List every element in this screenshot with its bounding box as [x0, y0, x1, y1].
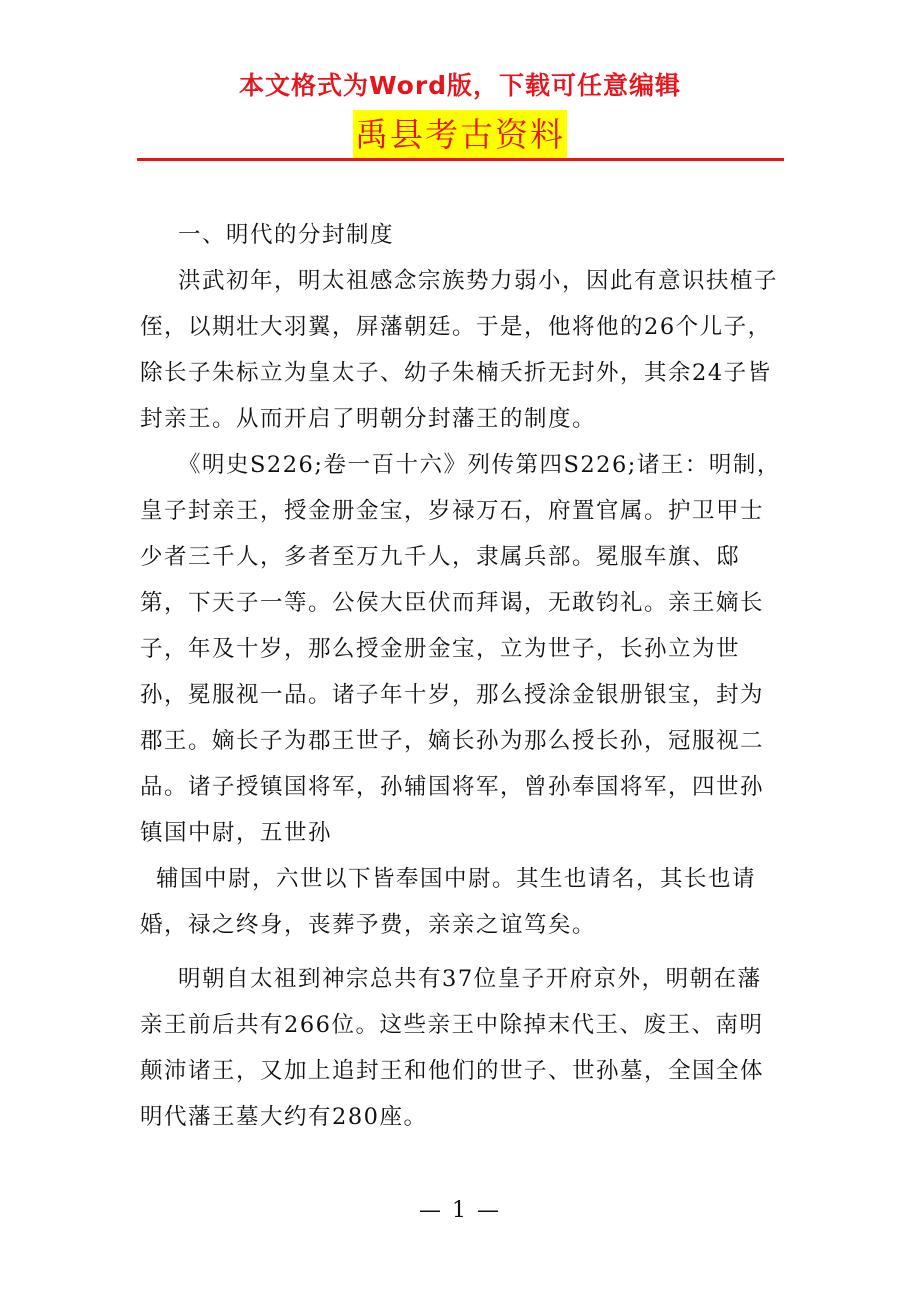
paragraph-princes-count: 明朝自太祖到神宗总共有37位皇子开府京外，明朝在藩亲王前后共有266位。这些亲王中除掉末代王、废王、南明颠沛诸王，又加上追封王和他们的世子、世孙墓，全国全体明代藩王墓大约有280座。 [140, 966, 765, 1130]
document-title: 禹县考古资料 [353, 110, 567, 160]
paragraph-ming-history-quote: 《明史S226;卷一百十六》列传第四S226;诸王：明制，皇子封亲王，授金册金宝，岁禄万石，府置官属。护卫甲士少者三千人，多者至万九千人，隶属兵部。冕服车旗、邸第，下天子一等。公侯大臣伏而拜谒，无敢钧礼。亲王嫡长子，年及十岁，那么授金册金宝，立为世子，长孙立为世孙，冕服视一品。诸子年十岁，那么授涂金银册银宝，封为郡王。嫡长子为郡王世子，嫡长孙为那么授长孙，冠服视二品。诸子授镇国将军，孙辅国将军，曾孙奉国将军，四世孙镇国中尉，五世孙 [140, 452, 781, 846]
section-heading: 一、明代的分封制度 [178, 222, 395, 248]
page-number: — 1 — [419, 1198, 501, 1223]
document-body [140, 212, 782, 1140]
document-title-wrap [0, 110, 920, 160]
title-divider-rule [137, 158, 784, 161]
format-notice-banner: 本文格式为Word版，下载可任意编辑 [238, 71, 682, 100]
paragraph-quote-continuation: 辅国中尉，六世以下皆奉国中尉。其生也请名，其长也请婚，禄之终身，丧葬予费，亲亲之谊笃矣。 [140, 866, 757, 938]
paragraph-founding: 洪武初年，明太祖感念宗族势力弱小，因此有意识扶植子侄，以期壮大羽翼，屏藩朝廷。于是，他将他的26个儿子，除长子朱标立为皇太子、幼子朱楠夭折无封外，其余24子皆封亲王。从而开启了明朝分封藩王的制度。 [140, 268, 779, 432]
